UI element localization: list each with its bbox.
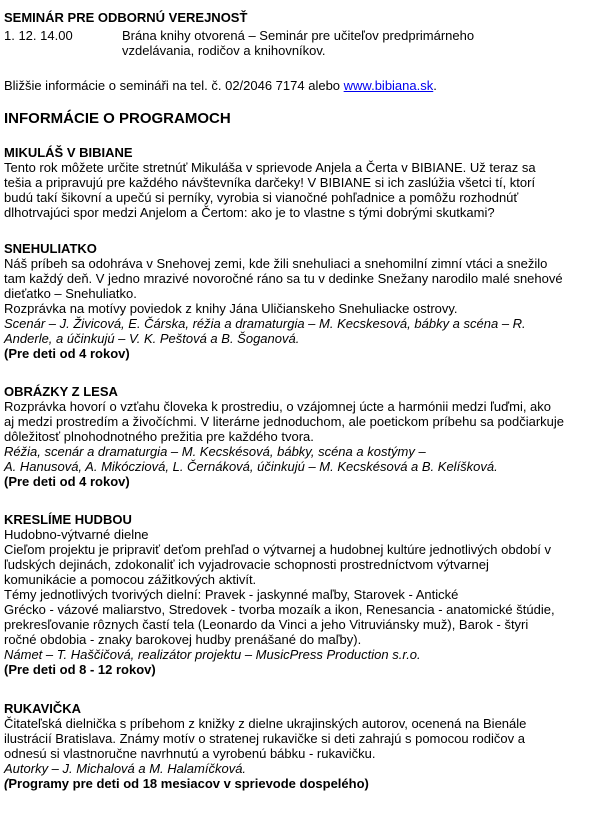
program-text-line: Tento rok môžete určite stretnúť Mikuláša v sprievode Anjela a Čerta v BIBIANE. Už teraz sa: [4, 160, 536, 175]
program-credits-line: Anderle, a účinkujú – V. K. Peštová a B. Šoganová.: [4, 331, 300, 346]
seminar-desc-line: vzdelávania, rodičov a knihovníkov.: [122, 43, 326, 58]
seminar-desc-line: Brána knihy otvorená – Seminár pre učiteľov predprimárneho: [122, 28, 475, 43]
program-title: SNEHULIATKO: [4, 241, 97, 256]
program-text-line: tešia a pripravujú pre každého návštevníka darčeky! V BIBIANE si ich zaslúžia všetci tí, ktorí: [4, 175, 536, 190]
program-text-line: komunikácie a pomocou zážitkových aktivít.: [4, 572, 257, 587]
program-mikulas: [4, 145, 536, 220]
seminar-row: [4, 28, 594, 58]
program-credits-line: A. Hanusová, A. Mikócziová, L. Černáková, účinkujú – M. Kecskésová a B. Kelíšková.: [4, 459, 498, 474]
program-text-line: Hudobno-výtvarné dielne: [4, 527, 149, 542]
program-text-line: dlhotrvajúci spor medzi Anjelom a Čertom: ako je to vlastne s tými dobrými skutkami?: [4, 205, 495, 220]
program-text-line: odnesú si vlastnoručne navrhnutú a vyrobenú bábku - rukavičku.: [4, 746, 376, 761]
seminar-info: [4, 78, 437, 93]
seminar-date: 1. 12. 14.00: [4, 28, 73, 43]
program-text-line: Rozprávka na motívy poviedok z knihy Jána Uličianskeho Snehuliacke ostrovy.: [4, 301, 458, 316]
program-text-line: Čitateľská dielnička s príbehom z knižky z dielne ukrajinských autorov, ocenená na Bienále: [4, 716, 527, 731]
seminar-info-suffix: .: [433, 78, 437, 93]
bibiana-website-link[interactable]: www.bibiana.sk: [343, 78, 434, 93]
section-title: INFORMÁCIE O PROGRAMOCH: [4, 110, 231, 127]
program-kreslime: [4, 512, 555, 677]
program-text-line: tam každý deň. V jedno mrazivé novoročné ráno sa tu v dedinke Snežany narodilo malé snehové: [4, 271, 563, 286]
program-text-line: ročné obdobia - znaky barokovej hudby prenášané do maľby).: [4, 632, 362, 647]
program-text-line: aj medzi prostredím a živočíchmi. V literárne jednoduchom, ale poetickom príbehu sa podčiarkuje: [4, 414, 564, 429]
program-text-line: budú takí šikovní a upečú si perníky, vyrobia si vianočné pohľadnice a pomôžu rozhodnúť: [4, 190, 519, 205]
program-snehuliatko: [4, 241, 563, 361]
program-age: (Pre deti od 4 rokov): [4, 346, 130, 361]
seminar-heading: SEMINÁR PRE ODBORNÚ VEREJNOSŤ: [4, 10, 248, 25]
program-title: OBRÁZKY Z LESA: [4, 384, 118, 399]
program-rukavicka: [4, 701, 526, 791]
program-obrazky: [4, 384, 564, 489]
program-title: KRESLÍME HUDBOU: [4, 512, 132, 527]
program-age-text: Programy pre deti od 18 mesiacov v sprievode dospelého): [8, 776, 369, 791]
program-title: MIKULÁŠ V BIBIANE: [4, 145, 133, 160]
program-text-line: ilustrácií Bratislava. Známy motív o stratenej rukavičke si deti zahrajú s pomocou rodičov a: [4, 731, 525, 746]
program-text-line: Grécko - vázové maliarstvo, Stredovek - tvorba mozaík a ikon, Renesancia - anatomické štúdie,: [4, 602, 555, 617]
program-credits-line: Scenár – J. Živicová, E. Čárska, réžia a dramaturgia – M. Kecskesová, bábky a scéna – R.: [4, 316, 526, 331]
program-text-line: dôležitosť plnohodnotného prežitia pre každého tvora.: [4, 429, 314, 444]
program-text-line: Rozprávka hovorí o vzťahu človeka k prostrediu, o vzájomnej úcte a harmónii medzi ľuďmi, ako: [4, 399, 552, 414]
program-text-line: Cieľom projektu je pripraviť deťom prehľad o výtvarnej a hudobnej kultúre jednotlivých období v: [4, 542, 552, 557]
program-age: (Pre deti od 4 rokov): [4, 474, 130, 489]
program-title: RUKAVIČKA: [4, 701, 82, 716]
program-text-line: ľudských dejinách, zdokonaliť ich vyjadrovacie schopnosti prostredníctvom výtvarnej: [4, 557, 489, 572]
program-credits-line: Autorky – J. Michalová a M. Halamíčková.: [4, 761, 247, 776]
program-age-prefix: (: [4, 776, 9, 791]
program-age: [4, 776, 526, 791]
program-credits-line: Námet – T. Haščičová, realizátor projektu – MusicPress Production s.r.o.: [4, 647, 421, 662]
program-credits-line: Réžia, scenár a dramaturgia – M. Kecskésová, bábky, scéna a kostýmy –: [4, 444, 426, 459]
program-age: (Pre deti od 8 - 12 rokov): [4, 662, 156, 677]
program-text-line: dieťatko – Snehuliatko.: [4, 286, 137, 301]
seminar-info-text: Bližšie informácie o semináři na tel. č. 02/2046 7174 alebo: [4, 78, 344, 93]
program-text-line: Témy jednotlivých tvorivých dielní: Pravek - jaskynné maľby, Starovek - Antické: [4, 587, 459, 602]
program-text-line: Náš príbeh sa odohráva v Snehovej zemi, kde žili snehuliaci a snehomilní zimní vtáci a snežilo: [4, 256, 548, 271]
program-text-line: prekresľovanie rôznych častí tela (Leonardo da Vinci a jeho Vitruviánsky muž), Barok - štyri: [4, 617, 529, 632]
